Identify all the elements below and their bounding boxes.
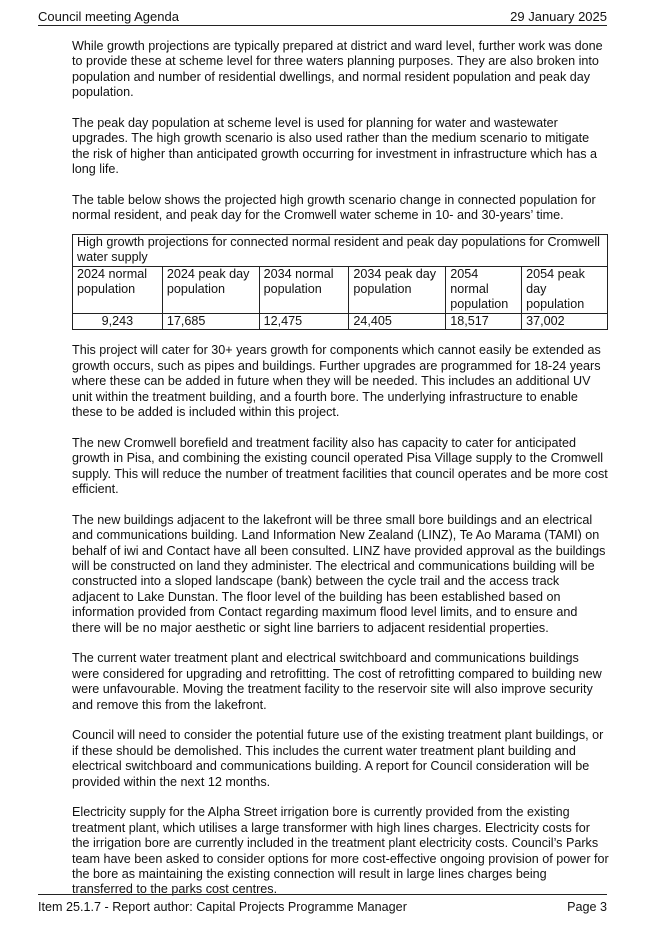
- paragraph: While growth projections are typically prepared at district and ward level, further work was done to provide these at scheme level for three waters planning purposes. They are also broken into population and number of residential dwellings, and normal resident population and peak day population.: [72, 39, 603, 100]
- page-footer: [38, 894, 607, 916]
- table-row: [73, 313, 608, 329]
- table-cell: 18,517: [446, 313, 522, 329]
- population-projection-table: [72, 234, 608, 330]
- paragraph: Council will need to consider the potential future use of the existing treatment plant buildings, or if these should be demolished. This includes the current water treatment plant building and electrical switchboard and communications building. A report for Council consideration will be provided within the next 12 months.: [72, 728, 604, 789]
- paragraph: The table below shows the projected high growth scenario change in connected population for normal resident, and peak day for the Cromwell water scheme in 10- and 30-years’ time.: [72, 193, 596, 223]
- paragraph: The new Cromwell borefield and treatment facility also has capacity to cater for anticipated growth in Pisa, and combining the existing council operated Pisa Village supply to the Cromwell supply. This will reduce the number of treatment facilities that council operates and be more cost efficient.: [72, 435, 608, 496]
- page-header: [38, 6, 607, 26]
- paragraph: The current water treatment plant and electrical switchboard and communications buildings were considered for upgrading and retrofitting. The cost of retrofitting compared to building new were unfavourable. Moving the treatment facility to the reservoir site will also improve security and remove this from the lakefront.: [72, 651, 602, 712]
- table-cell: 17,685: [162, 313, 259, 329]
- paragraph: Electricity supply for the Alpha Street irrigation bore is currently provided from the existing treatment plant, which utilises a large transformer with high lines charges. Electricity costs for the irrigation bore are currently included in the treatment plant electricity costs. Council’s Parks team have been asked to consider options for more cost-effective ongoing provision of power for the bore as maintaining the existing connection will result in large lines charges being transferred to the parks cost centres.: [72, 805, 609, 897]
- report-author: Item 25.1.7 - Report author: Capital Projects Programme Manager: [38, 900, 407, 914]
- page-number: Page 3: [567, 900, 607, 914]
- table-header-cell: 2034 normal population: [259, 266, 349, 313]
- paragraph: The peak day population at scheme level is used for planning for water and wastewater upgrades. The high growth scenario is also used rather than the medium scenario to mitigate the risk of higher than anticipated growth occurring for investment in infrastructure which has a long life.: [72, 116, 598, 177]
- table-header-cell: 2054 peak day population: [522, 266, 608, 313]
- table-cell: 12,475: [259, 313, 349, 329]
- table-cell: 9,243: [73, 313, 163, 329]
- paragraph: The new buildings adjacent to the lakefront will be three small bore buildings and an electrical and communications building. Land Information New Zealand (LINZ), Te Ao Marama (TAMI) on behalf of iwi and Contact have all been consulted. LINZ have provided approval as the buildings will be constructed on land they administer. The electrical and communications building will be constructed into a sloped landscape (bank) between the cycle trail and the access track adjacent to Lake Dunstan. The floor level of the building has been established based on information provided from Contact regarding maximum flood level limits, and to ensure and there will be no major aesthetic or sight line barriers to adjacent residential properties.: [72, 512, 606, 635]
- document-body: [72, 39, 609, 913]
- paragraph: This project will cater for 30+ years growth for components which cannot easily be extended as growth occurs, such as pipes and buildings. Further upgrades are programmed for 18-24 years where these can be added in future when they will be needed. This includes an additional UV unit within the treatment building, and a fourth bore. The underlying infrastructure to enable these to be added is included within this project.: [72, 343, 601, 419]
- table-header-cell: 2024 peak day population: [162, 266, 259, 313]
- document-date: 29 January 2025: [510, 9, 607, 24]
- table-cell: 37,002: [522, 313, 608, 329]
- table-cell: 24,405: [349, 313, 446, 329]
- table-caption-row: [73, 234, 608, 266]
- document-title: Council meeting Agenda: [38, 9, 179, 24]
- table-header-cell: 2024 normal population: [73, 266, 163, 313]
- table-caption: High growth projections for connected normal resident and peak day populations for Cromwell water supply: [73, 234, 608, 266]
- table-header-cell: 2054 normal population: [446, 266, 522, 313]
- table-header-cell: 2034 peak day population: [349, 266, 446, 313]
- table-header-row: [73, 266, 608, 313]
